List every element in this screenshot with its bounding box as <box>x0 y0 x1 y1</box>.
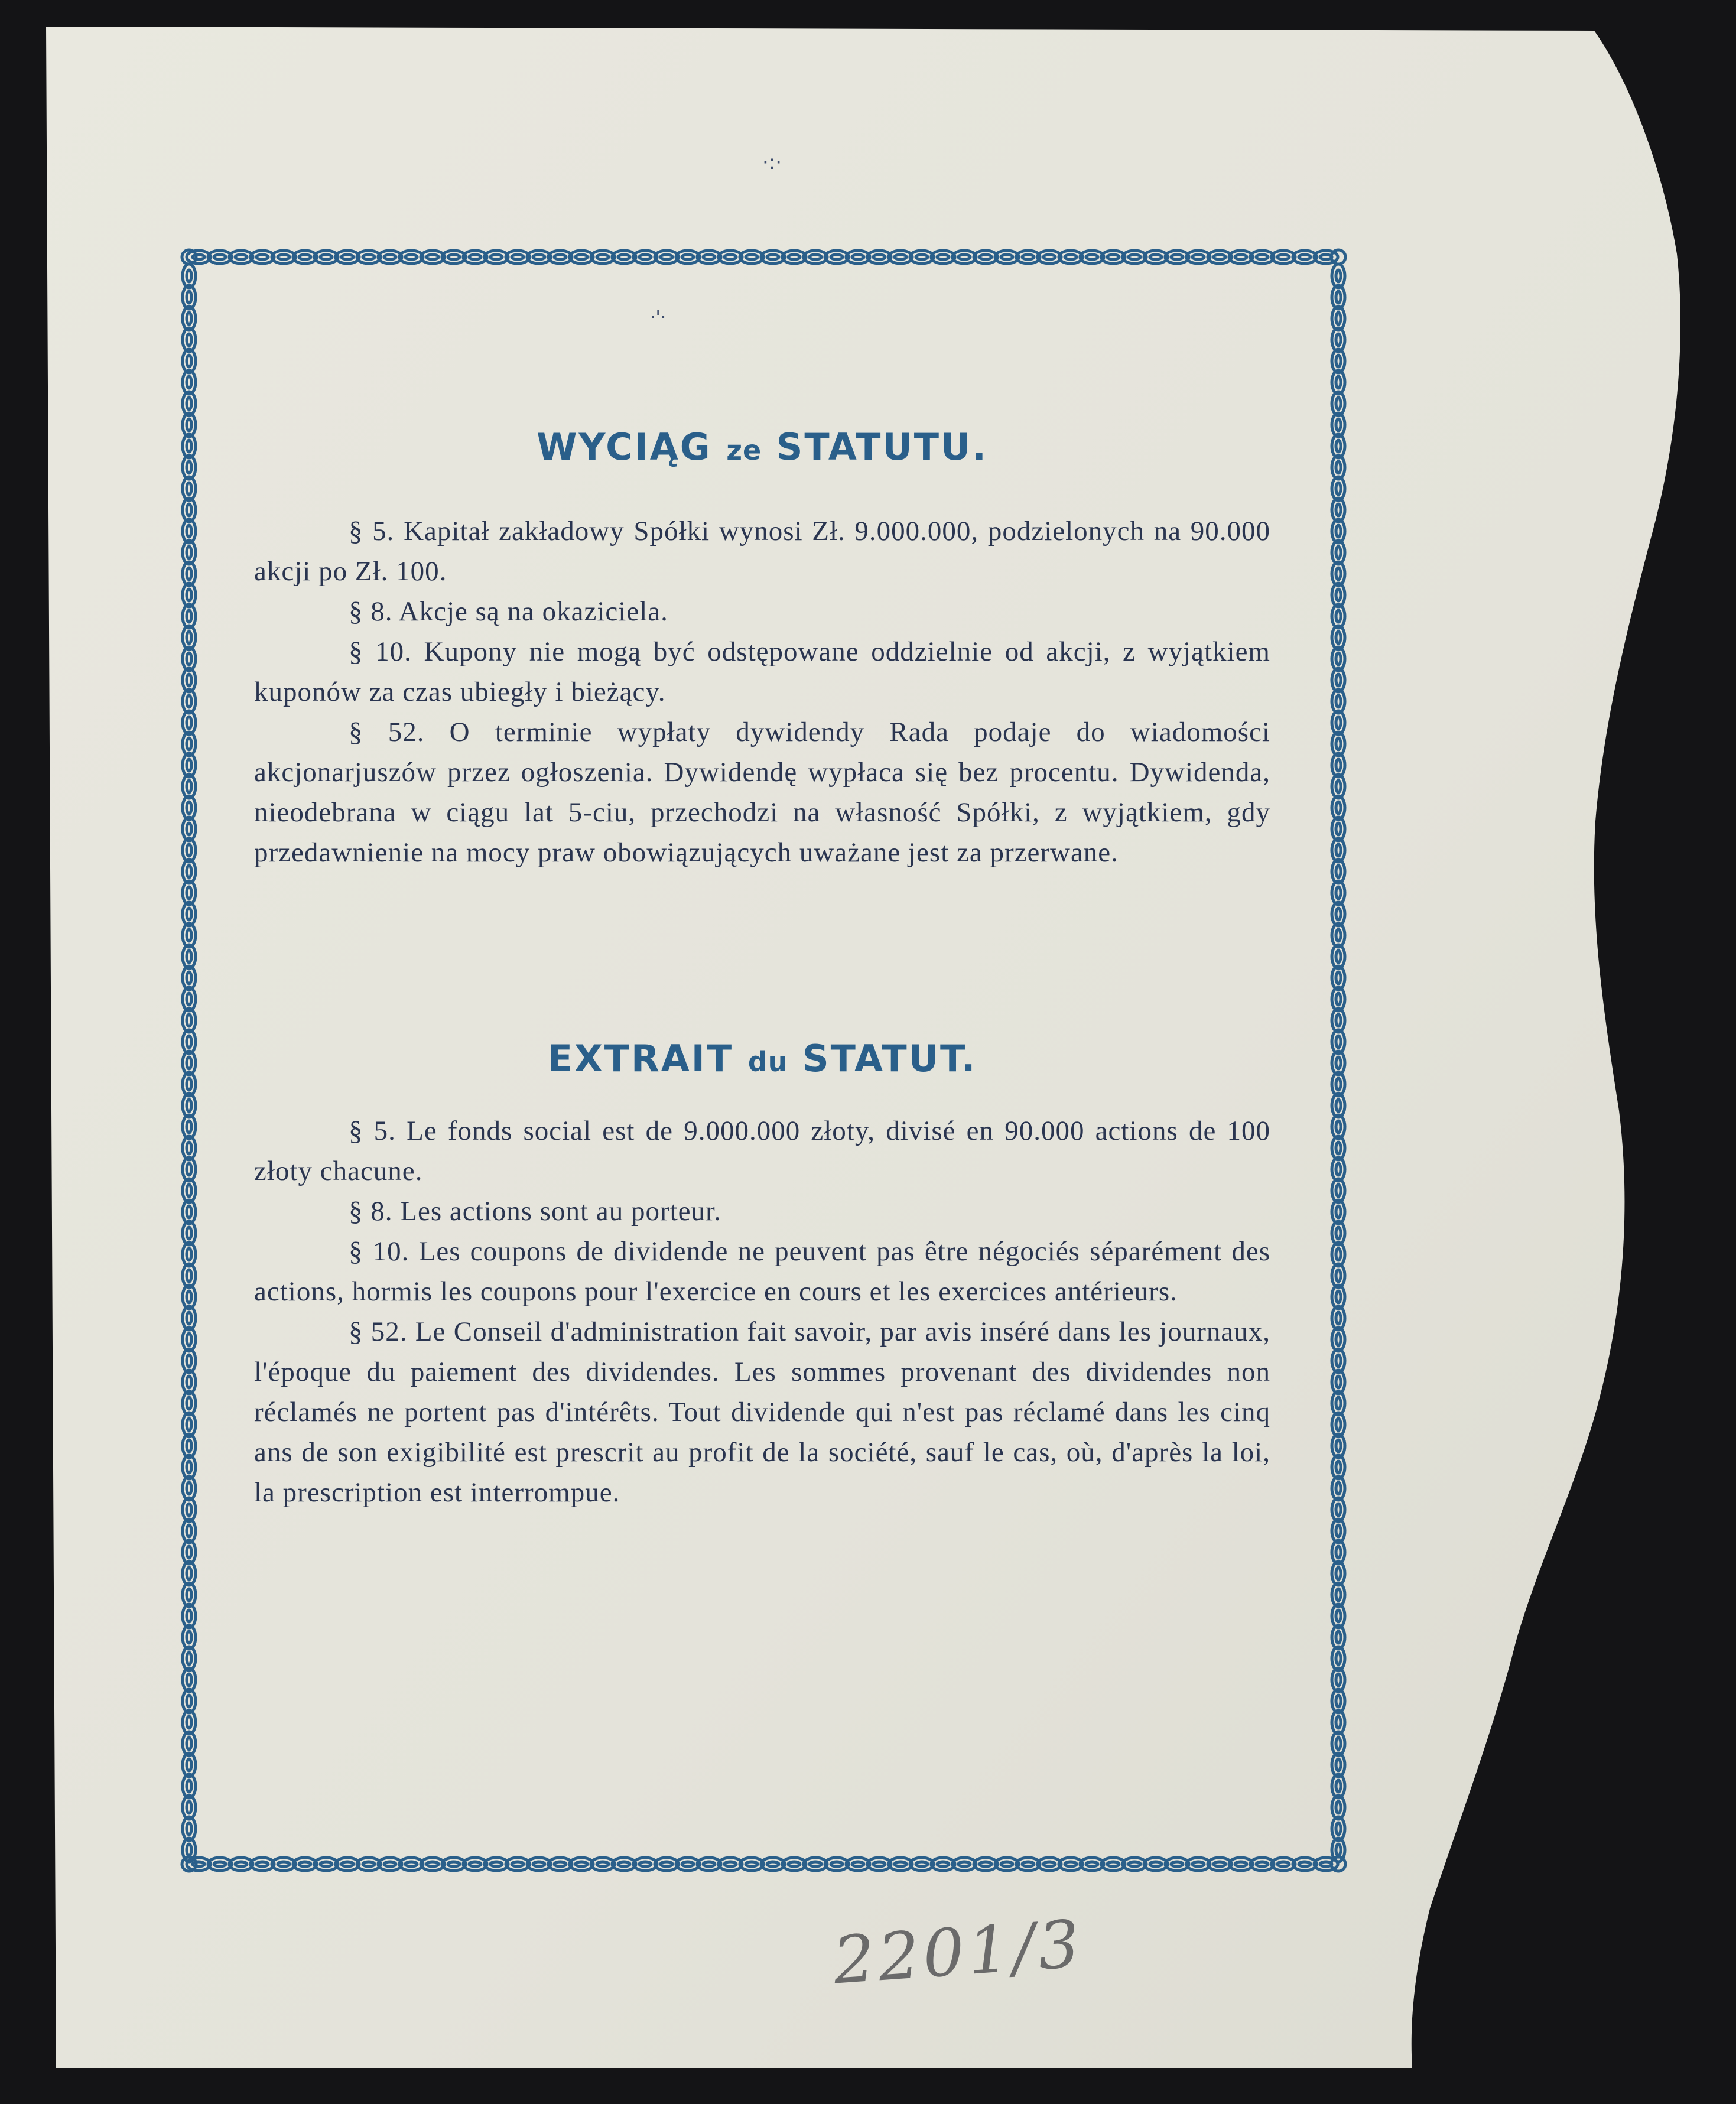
polish-paragraph-10: § 10. Kupony nie mogą być odstępowane oddzielnie od akcji, z wyjątkiem kuponów za czas ubiegły i bieżący. <box>254 636 1270 707</box>
french-paragraph-52: § 52. Le Conseil d'administration fait savoir, par avis inséré dans les journaux, l'époque du paiement des dividendes. Les sommes provenant des dividendes non réclamés ne portent pas d'intérêts. Tout dividende qui n'est pas réclamé dans les cinq ans de son exigibilité est prescrit au profit de la société, sauf le cas, où, d'après la loi, la prescription est interrompue. <box>254 1316 1270 1508</box>
polish-title-end: STATUTU. <box>776 425 988 469</box>
french-title-small: du <box>747 1046 788 1078</box>
polish-paragraph-52: § 52. O terminie wypłaty dywidendy Rada podaje do wiadomości akcjonarjuszów przez ogłoszenia. Dywidendę wypłaca się bez procentu. Dywidenda, nieodebrana w ciągu lat 5-ciu, przechodzi na własność Spółki, z wyjątkiem, gdy przedawnienie na mocy praw obowiązujących uważane jest za przerwane. <box>254 717 1270 868</box>
polish-extract-body <box>254 511 1270 873</box>
french-paragraph-8: § 8. Les actions sont au porteur. <box>349 1196 721 1227</box>
french-title <box>254 1037 1270 1080</box>
polish-title-small: ze <box>726 434 762 466</box>
polish-title <box>254 425 1270 469</box>
french-paragraph-10: § 10. Les coupons de dividende ne peuvent pas être négociés séparément des actions, hormis les coupons pour l'exercice en cours et les exercices antérieurs. <box>254 1236 1270 1307</box>
ink-speck: ·'· <box>650 307 667 328</box>
polish-paragraph-8: § 8. Akcje są na okaziciela. <box>349 596 668 627</box>
french-paragraph-5: § 5. Le fonds social est de 9.000.000 złoty, divisé en 90.000 actions de 100 złoty chacune. <box>254 1116 1270 1186</box>
polish-title-main: WYCIĄG <box>537 425 712 469</box>
handwritten-archive-number: 2201/3 <box>831 1905 1085 1999</box>
french-extract-body <box>254 1111 1270 1513</box>
french-title-end: STATUT. <box>802 1037 977 1080</box>
ink-speck: ·:· <box>762 151 782 174</box>
polish-paragraph-5: § 5. Kapitał zakładowy Spółki wynosi Zł. 9.000.000, podzielonych na 90.000 akcji po Zł. 100. <box>254 516 1270 587</box>
french-title-main: EXTRAIT <box>547 1037 734 1080</box>
